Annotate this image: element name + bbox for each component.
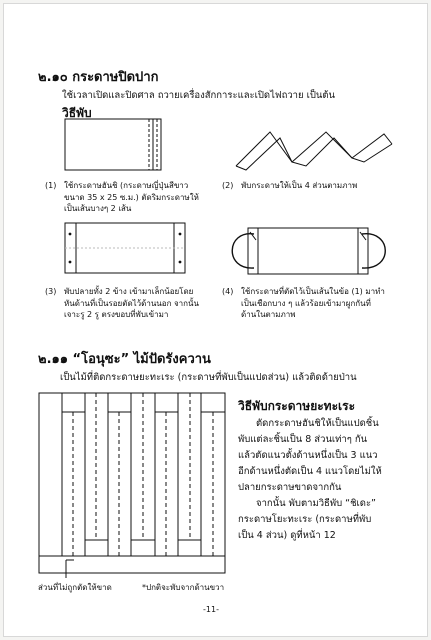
section-title-2-10: ๒.๑๐ กระดาษปิดปาก [38,70,159,85]
step-3-number: (3) [45,287,57,296]
step-3-text: พับปลายทั้ง 2 ข้าง เข้ามาเล็กน้อยโดย หันด้านที่เป็นรอยตัดไว้ด้านนอก จากนั้น เจาะรู 2 รู ตรงขอบที่พับเข้ามา [64,287,199,319]
yatareru-cut-diagram [38,392,228,577]
section-intro-2-11: เป็นไม้ที่ติดกระดาษยะทะเระ (กระดาษที่พับเป็นแปดส่วน) แล้วติดด้ายป่าน [60,372,357,383]
step-4-number: (4) [222,287,234,296]
step-2-text: พับกระดาษให้เป็น 4 ส่วนตามภาพ [241,181,358,190]
step-1-number: (1) [45,181,57,190]
illustration-step-3 [64,222,189,277]
illustration-step-1 [64,118,164,173]
page-number: -11- [203,605,219,614]
section-intro-2-10: ใช้เวลาเปิดและปิดศาล ถวายเครื่องสักการะและเปิดไฟถวาย เป็นต้น [62,90,336,101]
caption-fold-direction: *ปกติจะพับจากด้านขวา [142,583,225,592]
caption-uncut-part: ส่วนที่ไม่ถูกตัดให้ขาด [38,583,112,592]
step-4-text: ใช้กระดาษที่ตัดไว้เป็นเส้นในข้อ (1) มาทำ เป็นเชือกบาง ๆ แล้วร้อยเข้ามาผูกกันที่ ด้านในตามภาพ [241,287,385,319]
method-paragraph-2-11: ตัดกระดาษฮันชิให้เป็นแปดชิ้น พับแต่ละชิ้นเป็น 8 ส่วนเท่าๆ กัน แล้วตัดแนวตั้งด้านหนึ่งเป็น 3 แนว อีกด้านหนึ่งตัดเป็น 4 แนวโดยไม่ให้ ปลายกระดาษขาดจากกัน จากนั้น พับตามวิธีพับ “ชิเดะ” กระดาษโยะทะเระ (กระดาษที่พับ เป็น 4 ส่วน) ดูที่หน้า 12 [238,418,382,541]
step-2-number: (2) [222,181,234,190]
method-heading-2-11: วิธีพับกระดาษยะทะเระ [238,399,356,413]
illustration-step-4 [224,220,394,282]
illustration-step-2 [234,128,394,173]
method-heading-2-10: วิธีพับ [62,106,92,120]
section-title-2-11: ๒.๑๑ “โอนุซะ” ไม้ปัดรังควาน [38,352,211,367]
step-1-text: ใช้กระดาษฮันชิ (กระดาษญี่ปุ่นสีขาว ขนาด 35 x 25 ซ.ม.) ตัดริมกระดาษให้ เป็นเส้นบางๆ 2 เส้น [64,181,199,213]
caption-pointer [60,560,80,580]
